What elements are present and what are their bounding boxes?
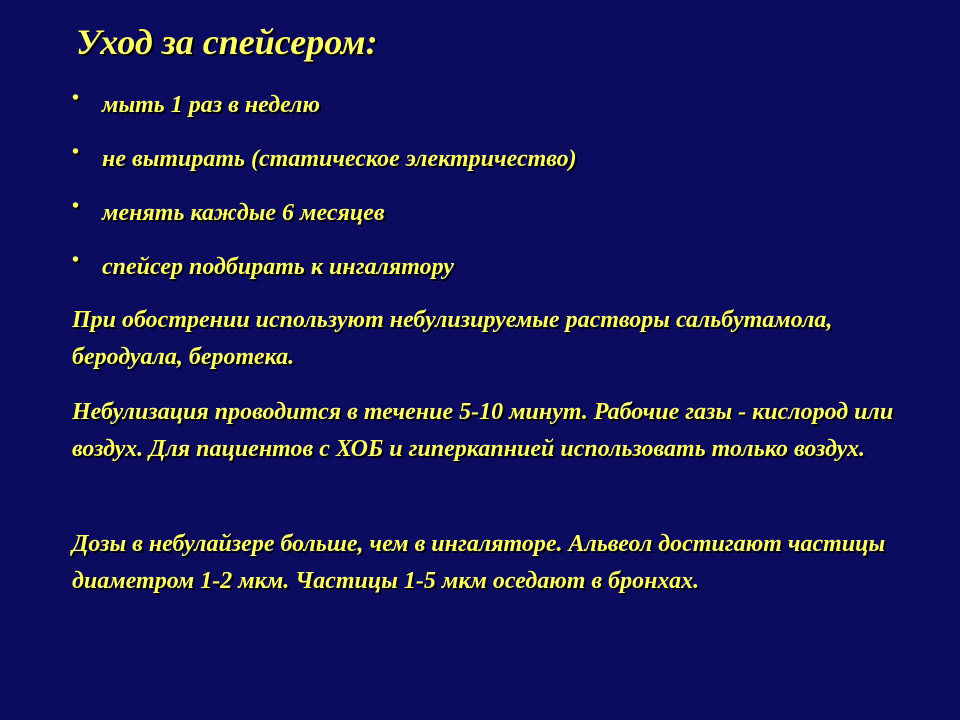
bullet-text: менять каждые 6 месяцев	[102, 200, 385, 226]
bullet-marker: •	[72, 87, 80, 109]
bullet-item	[72, 247, 577, 301]
bullet-text: мыть 1 раз в неделю	[102, 92, 320, 118]
bullet-text: не вытирать (статическое электричество)	[102, 146, 577, 172]
bullet-item	[72, 193, 577, 247]
paragraph-doses: Дозы в небулайзере больше, чем в ингаляторе. Альвеол достигают частицы диаметром 1-2 мкм. Частицы 1-5 мкм оседают в бронхах.	[72, 531, 886, 594]
bullet-text: спейсер подбирать к ингалятору	[102, 254, 454, 280]
bullet-marker: •	[72, 249, 80, 271]
bullet-item	[72, 85, 577, 139]
paragraph-nebulization: Небулизация проводится в течение 5-10 минут. Рабочие газы - кислород или воздух. Для пациентов с ХОБ и гиперкапнией использовать только воздух.	[72, 399, 894, 462]
bullet-marker: •	[72, 195, 80, 217]
bullet-item	[72, 139, 577, 193]
slide-title: Уход за спейсером:	[76, 22, 378, 62]
bullet-list	[72, 85, 577, 301]
bullet-marker: •	[72, 141, 80, 163]
paragraph-exacerbation: При обострении используют небулизируемые растворы сальбутамола, беродуала, беротека.	[72, 307, 833, 370]
